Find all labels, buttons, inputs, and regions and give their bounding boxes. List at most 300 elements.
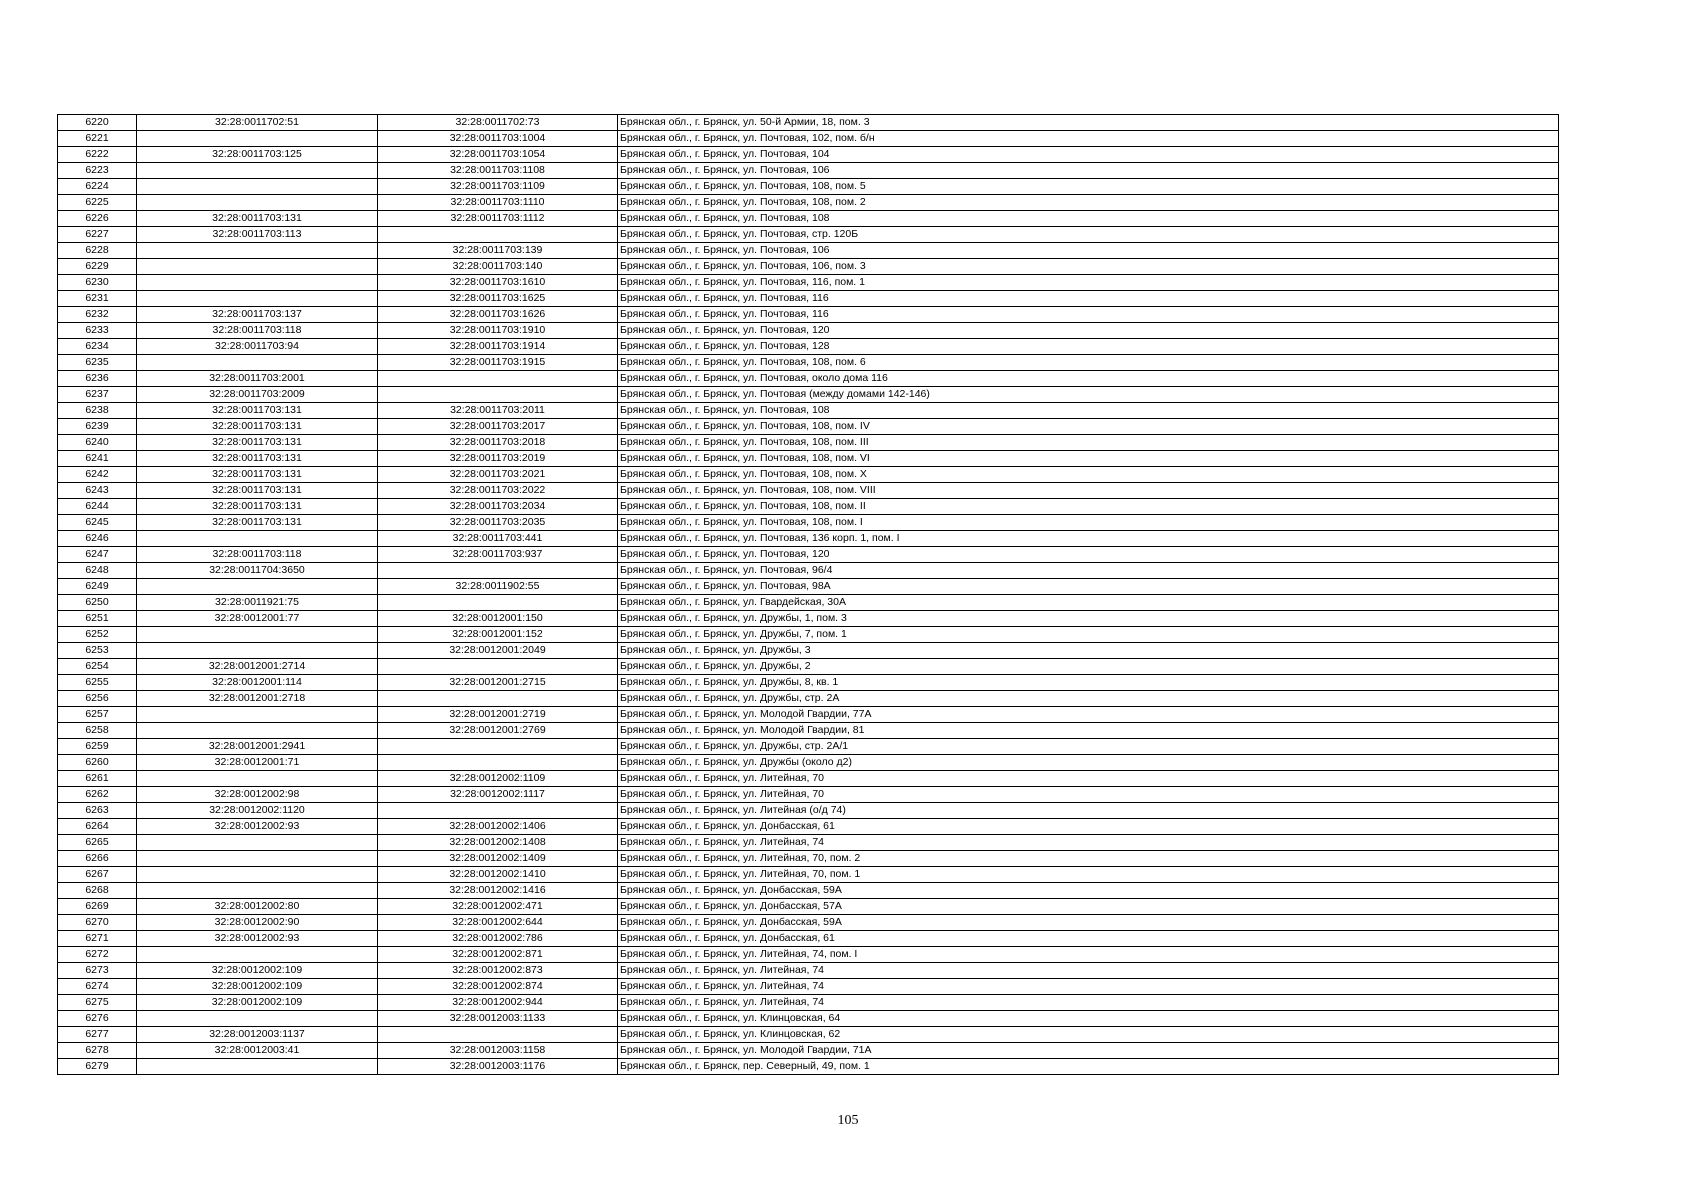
object-number-cell: 32:28:0011703:2021 (378, 467, 618, 483)
row-number-cell: 6224 (58, 179, 137, 195)
table-row (58, 515, 1559, 531)
row-number-cell: 6232 (58, 307, 137, 323)
row-number-cell: 6236 (58, 371, 137, 387)
table-row (58, 995, 1559, 1011)
object-number-cell: 32:28:0011703:1915 (378, 355, 618, 371)
object-number-cell: 32:28:0011703:2018 (378, 435, 618, 451)
table-row (58, 1027, 1559, 1043)
object-number-cell: 32:28:0012002:1406 (378, 819, 618, 835)
table-row (58, 339, 1559, 355)
parcel-number-cell: 32:28:0011703:131 (137, 499, 378, 515)
object-number-cell: 32:28:0012002:1109 (378, 771, 618, 787)
parcel-number-cell (137, 867, 378, 883)
table-row (58, 147, 1559, 163)
object-number-cell (378, 691, 618, 707)
object-number-cell: 32:28:0012002:944 (378, 995, 618, 1011)
parcel-number-cell: 32:28:0011703:131 (137, 451, 378, 467)
object-number-cell: 32:28:0011703:2034 (378, 499, 618, 515)
object-number-cell: 32:28:0011702:73 (378, 115, 618, 131)
row-number-cell: 6223 (58, 163, 137, 179)
parcel-number-cell (137, 723, 378, 739)
object-number-cell: 32:28:0011703:2017 (378, 419, 618, 435)
parcel-number-cell: 32:28:0011703:131 (137, 483, 378, 499)
row-number-cell: 6249 (58, 579, 137, 595)
parcel-number-cell: 32:28:0012002:93 (137, 819, 378, 835)
table-row (58, 195, 1559, 211)
row-number-cell: 6257 (58, 707, 137, 723)
address-cell: Брянская обл., г. Брянск, ул. Почтовая, 116, пом. 1 (618, 275, 1559, 291)
address-cell: Брянская обл., г. Брянск, ул. Литейная, 74 (618, 835, 1559, 851)
parcel-number-cell: 32:28:0012002:90 (137, 915, 378, 931)
row-number-cell: 6253 (58, 643, 137, 659)
address-cell: Брянская обл., г. Брянск, ул. Почтовая, 106 (618, 163, 1559, 179)
object-number-cell: 32:28:0012002:471 (378, 899, 618, 915)
parcel-number-cell: 32:28:0011703:131 (137, 419, 378, 435)
table-row (58, 451, 1559, 467)
address-cell: Брянская обл., г. Брянск, ул. Литейная, 70 (618, 787, 1559, 803)
row-number-cell: 6240 (58, 435, 137, 451)
table-row (58, 211, 1559, 227)
row-number-cell: 6278 (58, 1043, 137, 1059)
address-cell: Брянская обл., г. Брянск, ул. Почтовая, 106 (618, 243, 1559, 259)
row-number-cell: 6273 (58, 963, 137, 979)
row-number-cell: 6235 (58, 355, 137, 371)
address-cell: Брянская обл., г. Брянск, ул. Почтовая, 116 (618, 291, 1559, 307)
parcel-number-cell: 32:28:0011703:131 (137, 467, 378, 483)
parcel-number-cell: 32:28:0011703:131 (137, 211, 378, 227)
address-cell: Брянская обл., г. Брянск, ул. Литейная, 70 (618, 771, 1559, 787)
row-number-cell: 6238 (58, 403, 137, 419)
row-number-cell: 6266 (58, 851, 137, 867)
parcel-number-cell: 32:28:0012002:1120 (137, 803, 378, 819)
object-number-cell: 32:28:0012002:1408 (378, 835, 618, 851)
table-row (58, 755, 1559, 771)
address-cell: Брянская обл., г. Брянск, ул. Дружбы, 2 (618, 659, 1559, 675)
object-number-cell: 32:28:0011703:1625 (378, 291, 618, 307)
row-number-cell: 6243 (58, 483, 137, 499)
row-number-cell: 6242 (58, 467, 137, 483)
row-number-cell: 6248 (58, 563, 137, 579)
object-number-cell (378, 387, 618, 403)
table-row (58, 979, 1559, 995)
table-row (58, 899, 1559, 915)
address-cell: Брянская обл., г. Брянск, ул. Почтовая, 136 корп. 1, пом. I (618, 531, 1559, 547)
row-number-cell: 6228 (58, 243, 137, 259)
table-row (58, 707, 1559, 723)
parcel-number-cell: 32:28:0011703:131 (137, 435, 378, 451)
address-cell: Брянская обл., г. Брянск, ул. Молодой Гвардии, 71А (618, 1043, 1559, 1059)
object-number-cell (378, 755, 618, 771)
address-cell: Брянская обл., г. Брянск, ул. Литейная, 74, пом. I (618, 947, 1559, 963)
row-number-cell: 6251 (58, 611, 137, 627)
row-number-cell: 6252 (58, 627, 137, 643)
parcel-number-cell: 32:28:0012003:41 (137, 1043, 378, 1059)
object-number-cell (378, 1027, 618, 1043)
object-number-cell (378, 659, 618, 675)
address-cell: Брянская обл., г. Брянск, ул. Литейная (о/д 74) (618, 803, 1559, 819)
table-row (58, 963, 1559, 979)
table-row (58, 531, 1559, 547)
table-row (58, 499, 1559, 515)
object-number-cell: 32:28:0012002:1416 (378, 883, 618, 899)
parcel-number-cell (137, 195, 378, 211)
table-row (58, 1011, 1559, 1027)
address-cell: Брянская обл., г. Брянск, ул. Клинцовская, 62 (618, 1027, 1559, 1043)
parcel-number-cell (137, 531, 378, 547)
table-row (58, 659, 1559, 675)
table-row (58, 179, 1559, 195)
parcel-number-cell (137, 131, 378, 147)
parcel-number-cell: 32:28:0011703:113 (137, 227, 378, 243)
row-number-cell: 6227 (58, 227, 137, 243)
table-row (58, 915, 1559, 931)
address-cell: Брянская обл., г. Брянск, ул. Дружбы, 7, пом. 1 (618, 627, 1559, 643)
row-number-cell: 6265 (58, 835, 137, 851)
row-number-cell: 6261 (58, 771, 137, 787)
row-number-cell: 6262 (58, 787, 137, 803)
row-number-cell: 6246 (58, 531, 137, 547)
parcel-number-cell (137, 643, 378, 659)
object-number-cell: 32:28:0012001:152 (378, 627, 618, 643)
address-cell: Брянская обл., г. Брянск, ул. Литейная, 70, пом. 2 (618, 851, 1559, 867)
parcel-number-cell (137, 579, 378, 595)
table-row (58, 307, 1559, 323)
object-number-cell (378, 227, 618, 243)
parcel-number-cell (137, 835, 378, 851)
address-cell: Брянская обл., г. Брянск, ул. Донбасская, 59А (618, 915, 1559, 931)
parcel-number-cell: 32:28:0011704:3650 (137, 563, 378, 579)
object-number-cell: 32:28:0012003:1158 (378, 1043, 618, 1059)
table-row (58, 403, 1559, 419)
table-row (58, 819, 1559, 835)
table-row (58, 291, 1559, 307)
parcel-number-cell: 32:28:0011703:118 (137, 323, 378, 339)
parcel-number-cell: 32:28:0012002:98 (137, 787, 378, 803)
object-number-cell: 32:28:0012001:2715 (378, 675, 618, 691)
object-number-cell: 32:28:0011703:2019 (378, 451, 618, 467)
parcel-number-cell: 32:28:0011703:131 (137, 403, 378, 419)
table-row (58, 579, 1559, 595)
parcel-number-cell: 32:28:0011703:118 (137, 547, 378, 563)
object-number-cell: 32:28:0011703:1910 (378, 323, 618, 339)
object-number-cell: 32:28:0011703:1004 (378, 131, 618, 147)
table-row (58, 115, 1559, 131)
object-number-cell: 32:28:0011703:2011 (378, 403, 618, 419)
object-number-cell: 32:28:0011703:139 (378, 243, 618, 259)
table-row (58, 419, 1559, 435)
address-cell: Брянская обл., г. Брянск, ул. Почтовая, стр. 120Б (618, 227, 1559, 243)
row-number-cell: 6237 (58, 387, 137, 403)
object-number-cell: 32:28:0012002:786 (378, 931, 618, 947)
table-row (58, 275, 1559, 291)
address-cell: Брянская обл., г. Брянск, ул. Почтовая, 120 (618, 323, 1559, 339)
object-number-cell: 32:28:0011703:441 (378, 531, 618, 547)
address-cell: Брянская обл., г. Брянск, ул. Донбасская, 57А (618, 899, 1559, 915)
address-cell: Брянская обл., г. Брянск, ул. 50-й Армии, 18, пом. 3 (618, 115, 1559, 131)
object-number-cell: 32:28:0012001:2769 (378, 723, 618, 739)
table-row (58, 371, 1559, 387)
table-row (58, 131, 1559, 147)
address-cell: Брянская обл., г. Брянск, ул. Донбасская, 59А (618, 883, 1559, 899)
address-cell: Брянская обл., г. Брянск, ул. Гвардейская, 30А (618, 595, 1559, 611)
object-number-cell: 32:28:0011703:1108 (378, 163, 618, 179)
object-number-cell: 32:28:0012002:1410 (378, 867, 618, 883)
address-cell: Брянская обл., г. Брянск, ул. Литейная, 74 (618, 995, 1559, 1011)
address-cell: Брянская обл., г. Брянск, пер. Северный, 49, пом. 1 (618, 1059, 1559, 1075)
parcel-number-cell: 32:28:0011703:131 (137, 515, 378, 531)
parcel-number-cell: 32:28:0012001:2941 (137, 739, 378, 755)
row-number-cell: 6271 (58, 931, 137, 947)
parcel-number-cell: 32:28:0012001:2714 (137, 659, 378, 675)
parcel-number-cell: 32:28:0011921:75 (137, 595, 378, 611)
parcel-number-cell: 32:28:0011703:137 (137, 307, 378, 323)
row-number-cell: 6226 (58, 211, 137, 227)
object-number-cell (378, 739, 618, 755)
address-cell: Брянская обл., г. Брянск, ул. Почтовая, 108 (618, 211, 1559, 227)
row-number-cell: 6255 (58, 675, 137, 691)
address-cell: Брянская обл., г. Брянск, ул. Почтовая, 108, пом. VIII (618, 483, 1559, 499)
object-number-cell: 32:28:0012002:873 (378, 963, 618, 979)
table-row (58, 1059, 1559, 1075)
row-number-cell: 6274 (58, 979, 137, 995)
object-number-cell (378, 563, 618, 579)
parcel-number-cell: 32:28:0011703:2009 (137, 387, 378, 403)
address-cell: Брянская обл., г. Брянск, ул. Почтовая, 108, пом. II (618, 499, 1559, 515)
parcel-number-cell (137, 627, 378, 643)
table-row (58, 355, 1559, 371)
table-row (58, 243, 1559, 259)
row-number-cell: 6259 (58, 739, 137, 755)
address-cell: Брянская обл., г. Брянск, ул. Почтовая, 108, пом. X (618, 467, 1559, 483)
address-cell: Брянская обл., г. Брянск, ул. Почтовая, около дома 116 (618, 371, 1559, 387)
row-number-cell: 6268 (58, 883, 137, 899)
row-number-cell: 6230 (58, 275, 137, 291)
address-cell: Брянская обл., г. Брянск, ул. Почтовая, 108, пом. III (618, 435, 1559, 451)
address-cell: Брянская обл., г. Брянск, ул. Почтовая, 106, пом. 3 (618, 259, 1559, 275)
table-row (58, 563, 1559, 579)
object-number-cell: 32:28:0011703:140 (378, 259, 618, 275)
object-number-cell: 32:28:0012001:150 (378, 611, 618, 627)
row-number-cell: 6245 (58, 515, 137, 531)
parcel-number-cell (137, 355, 378, 371)
table-row (58, 467, 1559, 483)
row-number-cell: 6279 (58, 1059, 137, 1075)
row-number-cell: 6256 (58, 691, 137, 707)
address-cell: Брянская обл., г. Брянск, ул. Дружбы, стр. 2А/1 (618, 739, 1559, 755)
object-number-cell: 32:28:0012001:2049 (378, 643, 618, 659)
table-row (58, 803, 1559, 819)
object-number-cell (378, 371, 618, 387)
row-number-cell: 6275 (58, 995, 137, 1011)
object-number-cell: 32:28:0011703:1109 (378, 179, 618, 195)
address-cell: Брянская обл., г. Брянск, ул. Дружбы, 3 (618, 643, 1559, 659)
object-number-cell: 32:28:0011703:1610 (378, 275, 618, 291)
object-number-cell: 32:28:0011703:2035 (378, 515, 618, 531)
object-number-cell (378, 803, 618, 819)
table-row (58, 387, 1559, 403)
row-number-cell: 6225 (58, 195, 137, 211)
property-table-body (58, 115, 1559, 1075)
object-number-cell: 32:28:0012001:2719 (378, 707, 618, 723)
parcel-number-cell: 32:28:0011703:94 (137, 339, 378, 355)
row-number-cell: 6239 (58, 419, 137, 435)
property-table (57, 114, 1559, 1075)
table-row (58, 547, 1559, 563)
table-row (58, 931, 1559, 947)
table-row (58, 947, 1559, 963)
table-row (58, 611, 1559, 627)
table-row (58, 595, 1559, 611)
parcel-number-cell (137, 947, 378, 963)
row-number-cell: 6220 (58, 115, 137, 131)
row-number-cell: 6229 (58, 259, 137, 275)
row-number-cell: 6233 (58, 323, 137, 339)
row-number-cell: 6241 (58, 451, 137, 467)
address-cell: Брянская обл., г. Брянск, ул. Почтовая (между домами 142-146) (618, 387, 1559, 403)
page-number: 105 (837, 1113, 859, 1128)
object-number-cell: 32:28:0012002:1117 (378, 787, 618, 803)
row-number-cell: 6267 (58, 867, 137, 883)
object-number-cell: 32:28:0012002:644 (378, 915, 618, 931)
parcel-number-cell: 32:28:0011702:51 (137, 115, 378, 131)
table-row (58, 163, 1559, 179)
parcel-number-cell (137, 243, 378, 259)
address-cell: Брянская обл., г. Брянск, ул. Литейная, 74 (618, 963, 1559, 979)
row-number-cell: 6269 (58, 899, 137, 915)
address-cell: Брянская обл., г. Брянск, ул. Дружбы, 8, кв. 1 (618, 675, 1559, 691)
address-cell: Брянская обл., г. Брянск, ул. Дружбы, 1, пом. 3 (618, 611, 1559, 627)
parcel-number-cell: 32:28:0012002:109 (137, 979, 378, 995)
object-number-cell (378, 595, 618, 611)
address-cell: Брянская обл., г. Брянск, ул. Донбасская, 61 (618, 931, 1559, 947)
parcel-number-cell: 32:28:0012002:93 (137, 931, 378, 947)
parcel-number-cell: 32:28:0012001:2718 (137, 691, 378, 707)
parcel-number-cell: 32:28:0012002:80 (137, 899, 378, 915)
parcel-number-cell: 32:28:0011703:2001 (137, 371, 378, 387)
row-number-cell: 6254 (58, 659, 137, 675)
parcel-number-cell (137, 1011, 378, 1027)
table-row (58, 227, 1559, 243)
parcel-number-cell (137, 259, 378, 275)
object-number-cell: 32:28:0011703:1112 (378, 211, 618, 227)
address-cell: Брянская обл., г. Брянск, ул. Донбасская, 61 (618, 819, 1559, 835)
row-number-cell: 6272 (58, 947, 137, 963)
table-row (58, 675, 1559, 691)
row-number-cell: 6277 (58, 1027, 137, 1043)
row-number-cell: 6263 (58, 803, 137, 819)
address-cell: Брянская обл., г. Брянск, ул. Почтовая, 128 (618, 339, 1559, 355)
address-cell: Брянская обл., г. Брянск, ул. Литейная, 74 (618, 979, 1559, 995)
object-number-cell: 32:28:0011703:2022 (378, 483, 618, 499)
parcel-number-cell (137, 883, 378, 899)
table-row (58, 867, 1559, 883)
parcel-number-cell (137, 163, 378, 179)
address-cell: Брянская обл., г. Брянск, ул. Почтовая, 116 (618, 307, 1559, 323)
parcel-number-cell (137, 771, 378, 787)
table-row (58, 323, 1559, 339)
row-number-cell: 6222 (58, 147, 137, 163)
row-number-cell: 6244 (58, 499, 137, 515)
table-row (58, 259, 1559, 275)
address-cell: Брянская обл., г. Брянск, ул. Почтовая, 108, пом. 2 (618, 195, 1559, 211)
address-cell: Брянская обл., г. Брянск, ул. Почтовая, 96/4 (618, 563, 1559, 579)
table-row (58, 627, 1559, 643)
address-cell: Брянская обл., г. Брянск, ул. Литейная, 70, пом. 1 (618, 867, 1559, 883)
row-number-cell: 6264 (58, 819, 137, 835)
table-row (58, 835, 1559, 851)
object-number-cell: 32:28:0012003:1176 (378, 1059, 618, 1075)
row-number-cell: 6247 (58, 547, 137, 563)
row-number-cell: 6234 (58, 339, 137, 355)
table-row (58, 851, 1559, 867)
address-cell: Брянская обл., г. Брянск, ул. Почтовая, 108, пом. 5 (618, 179, 1559, 195)
address-cell: Брянская обл., г. Брянск, ул. Дружбы (около д2) (618, 755, 1559, 771)
object-number-cell: 32:28:0012002:874 (378, 979, 618, 995)
address-cell: Брянская обл., г. Брянск, ул. Почтовая, 98А (618, 579, 1559, 595)
parcel-number-cell: 32:28:0012002:109 (137, 995, 378, 1011)
table-row (58, 787, 1559, 803)
parcel-number-cell (137, 851, 378, 867)
object-number-cell: 32:28:0011703:937 (378, 547, 618, 563)
parcel-number-cell (137, 291, 378, 307)
object-number-cell: 32:28:0012002:871 (378, 947, 618, 963)
parcel-number-cell: 32:28:0011703:125 (137, 147, 378, 163)
parcel-number-cell: 32:28:0012002:109 (137, 963, 378, 979)
row-number-cell: 6270 (58, 915, 137, 931)
table-row (58, 739, 1559, 755)
object-number-cell: 32:28:0011703:1914 (378, 339, 618, 355)
table-row (58, 771, 1559, 787)
object-number-cell: 32:28:0012003:1133 (378, 1011, 618, 1027)
address-cell: Брянская обл., г. Брянск, ул. Почтовая, 102, пом. б/н (618, 131, 1559, 147)
address-cell: Брянская обл., г. Брянск, ул. Почтовая, 108, пом. IV (618, 419, 1559, 435)
object-number-cell: 32:28:0012002:1409 (378, 851, 618, 867)
parcel-number-cell: 32:28:0012003:1137 (137, 1027, 378, 1043)
address-cell: Брянская обл., г. Брянск, ул. Почтовая, 104 (618, 147, 1559, 163)
row-number-cell: 6221 (58, 131, 137, 147)
object-number-cell: 32:28:0011902:55 (378, 579, 618, 595)
table-row (58, 483, 1559, 499)
table-row (58, 883, 1559, 899)
parcel-number-cell: 32:28:0012001:77 (137, 611, 378, 627)
table-row (58, 691, 1559, 707)
row-number-cell: 6231 (58, 291, 137, 307)
parcel-number-cell (137, 179, 378, 195)
address-cell: Брянская обл., г. Брянск, ул. Дружбы, стр. 2А (618, 691, 1559, 707)
object-number-cell: 32:28:0011703:1110 (378, 195, 618, 211)
row-number-cell: 6250 (58, 595, 137, 611)
row-number-cell: 6276 (58, 1011, 137, 1027)
table-row (58, 643, 1559, 659)
parcel-number-cell: 32:28:0012001:114 (137, 675, 378, 691)
row-number-cell: 6260 (58, 755, 137, 771)
address-cell: Брянская обл., г. Брянск, ул. Клинцовская, 64 (618, 1011, 1559, 1027)
object-number-cell: 32:28:0011703:1626 (378, 307, 618, 323)
address-cell: Брянская обл., г. Брянск, ул. Почтовая, 108, пом. 6 (618, 355, 1559, 371)
row-number-cell: 6258 (58, 723, 137, 739)
parcel-number-cell (137, 707, 378, 723)
address-cell: Брянская обл., г. Брянск, ул. Почтовая, 108, пом. VI (618, 451, 1559, 467)
object-number-cell: 32:28:0011703:1054 (378, 147, 618, 163)
table-row (58, 435, 1559, 451)
address-cell: Брянская обл., г. Брянск, ул. Молодой Гвардии, 77А (618, 707, 1559, 723)
table-row (58, 723, 1559, 739)
address-cell: Брянская обл., г. Брянск, ул. Почтовая, 120 (618, 547, 1559, 563)
parcel-number-cell: 32:28:0012001:71 (137, 755, 378, 771)
parcel-number-cell (137, 275, 378, 291)
parcel-number-cell (137, 1059, 378, 1075)
address-cell: Брянская обл., г. Брянск, ул. Почтовая, 108, пом. I (618, 515, 1559, 531)
